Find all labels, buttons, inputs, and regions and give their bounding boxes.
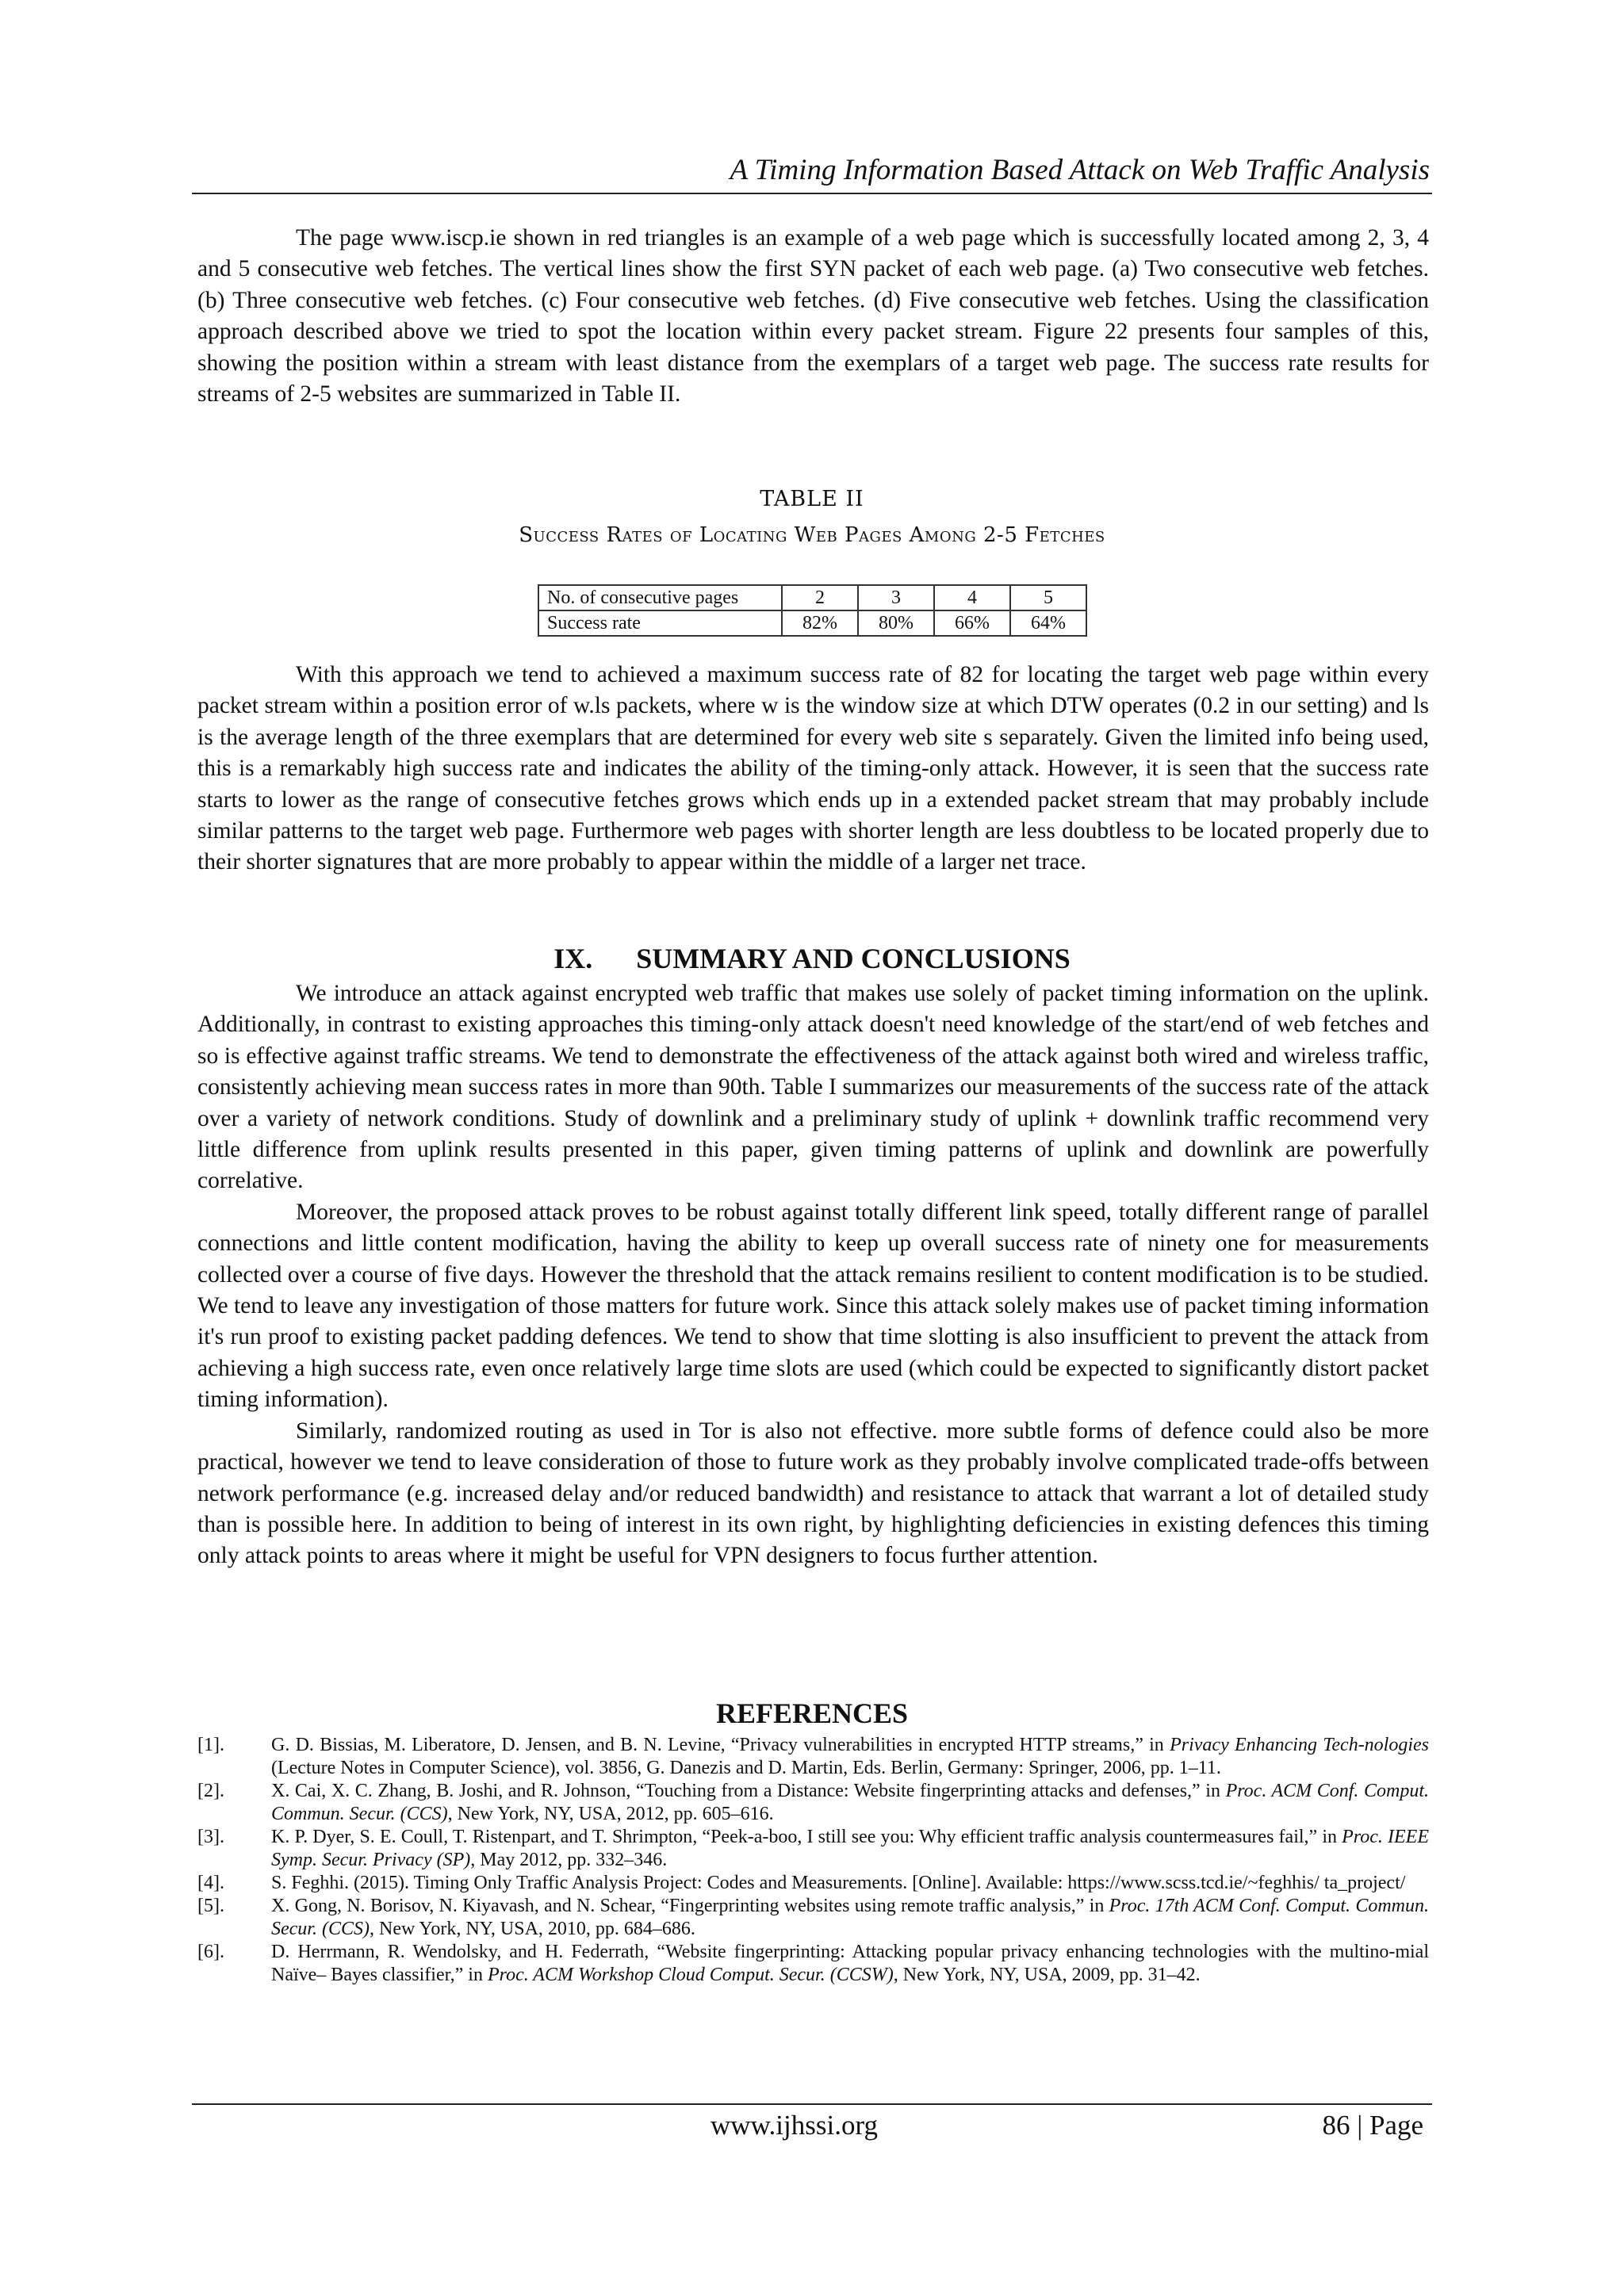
reference-item bbox=[197, 1895, 1429, 1941]
reference-item bbox=[197, 1872, 1429, 1895]
table-header-cell: 2 bbox=[782, 585, 858, 610]
reference-text: S. Feghhi. (2015). Timing Only Traffic Analysis Project: Codes and Measurements. [Online]. Available: https://www.scss.tcd.ie/~feghhis/ ta_project/ bbox=[271, 1873, 1406, 1893]
table-cell: 66% bbox=[934, 610, 1010, 636]
reference-number: [6]. bbox=[197, 1942, 224, 1962]
paragraph: The page www.iscp.ie shown in red triangles is an example of a web page which is successfully located among 2, 3, 4 and 5 consecutive web fetches. The vertical lines show the first SYN packet of each web page. (a) Two consecutive web fetches. (b) Three consecutive web fetches. (c) Four consecutive web fetches. (d) Five consecutive web fetches. Using the classification approach described above we tried to spot the location within every packet stream. Figure 22 presents four samples of this, showing the position within a stream with least distance from the exemplars of a target web page. The success rate results for streams of 2-5 websites are summarized in Table II. bbox=[197, 225, 1429, 408]
reference-number: [4]. bbox=[197, 1873, 224, 1893]
table-cell: 80% bbox=[858, 610, 934, 636]
table-label: TABLE II bbox=[760, 487, 864, 511]
footer-page-number: 86 | Page bbox=[1322, 2110, 1423, 2141]
success-rate-table bbox=[538, 584, 1087, 637]
table-cell: 82% bbox=[782, 610, 858, 636]
body-text-block-2 bbox=[197, 660, 1429, 878]
body-text-block-3 bbox=[197, 978, 1429, 1572]
table-cell: 64% bbox=[1010, 610, 1086, 636]
reference-text: D. Herrmann, R. Wendolsky, and H. Federrath, “Website fingerprinting: Attacking popular privacy enhancing technologies with the multino-mial Naïve– Bayes classifier,” in Proc. ACM Workshop Cloud Comput. Secur. (CCSW), New York, NY, USA, 2009, pp. 31–42. bbox=[271, 1942, 1429, 1985]
reference-number: [5]. bbox=[197, 1896, 224, 1916]
reference-item bbox=[197, 1941, 1429, 1987]
table-header-cell: 4 bbox=[934, 585, 1010, 610]
paragraph: Similarly, randomized routing as used in Tor is also not effective. more subtle forms of defence could also be more practical, however we tend to leave consideration of those to future work as they probably involve complicated trade-offs between network performance (e.g. increased delay and/or reduced bandwidth) and resistance to attack that warrant a lot of detailed study than is possible here. In addition to being of interest in its own right, by highlighting deficiencies in existing defences this timing only attack points to areas where it might be useful for VPN designers to focus further attention. bbox=[197, 1418, 1429, 1569]
reference-number: [2]. bbox=[197, 1781, 224, 1801]
body-text-block-1 bbox=[197, 223, 1429, 410]
reference-number: [1]. bbox=[197, 1735, 224, 1755]
reference-text: G. D. Bissias, M. Liberatore, D. Jensen, and B. N. Levine, “Privacy vulnerabilities in encrypted HTTP streams,” in Privacy Enhancing Tech-nologies (Lecture Notes in Computer Science), vol. 3856, G. Danezis and D. Martin, Eds. Berlin, Germany: Springer, 2006, pp. 1–11. bbox=[271, 1735, 1430, 1778]
table-title: Success Rates of Locating Web Pages Among 2-5 Fetches bbox=[519, 523, 1105, 547]
reference-list bbox=[197, 1734, 1429, 1987]
table-row bbox=[538, 610, 1086, 636]
reference-item bbox=[197, 1826, 1429, 1872]
table-row bbox=[538, 585, 1086, 610]
paragraph: Moreover, the proposed attack proves to be robust against totally different link speed, totally different range of parallel connections and little content modification, having the ability to keep up overall success rate of ninety one for measurements collected over a course of five days. However the threshold that the attack remains resilient to content modification is to be studied. We tend to leave any investigation of those matters for future work. Since this attack solely makes use of packet timing information it's run proof to existing packet padding defences. We tend to show that time slotting is also insufficient to prevent the attack from achieving a high success rate, even once relatively large time slots are used (which could be expected to significantly distort packet timing information). bbox=[197, 1199, 1429, 1413]
section-heading bbox=[0, 942, 1624, 975]
reference-text: X. Cai, X. C. Zhang, B. Joshi, and R. Johnson, “Touching from a Distance: Website fingerprinting attacks and defenses,” in Proc. ACM Conf. Comput. Commun. Secur. (CCS), New York, NY, USA, 2012, pp. 605–616. bbox=[271, 1781, 1430, 1824]
table-header-cell: 3 bbox=[858, 585, 934, 610]
reference-text: K. P. Dyer, S. E. Coull, T. Ristenpart, and T. Shrimpton, “Peek-a-boo, I still see you: Why efficient traffic analysis countermeasures fail,” in Proc. IEEE Symp. Secur. Privacy (SP), May 2012, pp. 332–346. bbox=[271, 1827, 1429, 1870]
header-rule bbox=[192, 193, 1432, 194]
section-title: SUMMARY AND CONCLUSIONS bbox=[636, 943, 1071, 974]
reference-item bbox=[197, 1780, 1429, 1826]
references-heading: REFERENCES bbox=[715, 1697, 909, 1729]
reference-text: X. Gong, N. Borisov, N. Kiyavash, and N. Schear, “Fingerprinting websites using remote traffic analysis,” in Proc. 17th ACM Conf. Comput. Commun. Secur. (CCS), New York, NY, USA, 2010, pp. 684–686. bbox=[271, 1896, 1430, 1939]
running-header-title: A Timing Information Based Attack on Web Traffic Analysis bbox=[730, 154, 1430, 186]
table-header-cell: No. of consecutive pages bbox=[538, 585, 782, 610]
footer-rule bbox=[192, 2103, 1432, 2105]
footer-site-url: www.ijhssi.org bbox=[710, 2110, 878, 2141]
section-number: IX. bbox=[553, 943, 593, 974]
table-cell: Success rate bbox=[538, 610, 782, 636]
reference-number: [3]. bbox=[197, 1827, 224, 1847]
paragraph: We introduce an attack against encrypted web traffic that makes use solely of packet timing information on the uplink. Additionally, in contrast to existing approaches this timing-only attack doesn't need knowledge of the start/end of web fetches and so is effective against traffic streams. We tend to demonstrate the effectiveness of the attack against both wired and wireless traffic, consistently achieving mean success rates in more than 90th. Table I summarizes our measurements of the success rate of the attack over a variety of network conditions. Study of downlink and a preliminary study of uplink + downlink traffic recommend very little difference from uplink results presented in this paper, given timing patterns of uplink and downlink are powerfully correlative. bbox=[197, 981, 1429, 1194]
reference-item bbox=[197, 1734, 1429, 1780]
table-header-cell: 5 bbox=[1010, 585, 1086, 610]
paragraph: With this approach we tend to achieved a maximum success rate of 82 for locating the target web page within every packet stream within a position error of w.ls packets, where w is the window size at which DTW operates (0.2 in our setting) and ls is the average length of the three exemplars that are determined for every web site s separately. Given the limited info being used, this is a remarkably high success rate and indicates the ability of the timing-only attack. However, it is seen that the success rate starts to lower as the range of consecutive fetches grows which ends up in a extended packet stream that may probably include similar patterns to the target web page. Furthermore web pages with shorter length are less doubtless to be located properly due to their shorter signatures that are more probably to appear within the middle of a larger net trace. bbox=[197, 662, 1429, 875]
